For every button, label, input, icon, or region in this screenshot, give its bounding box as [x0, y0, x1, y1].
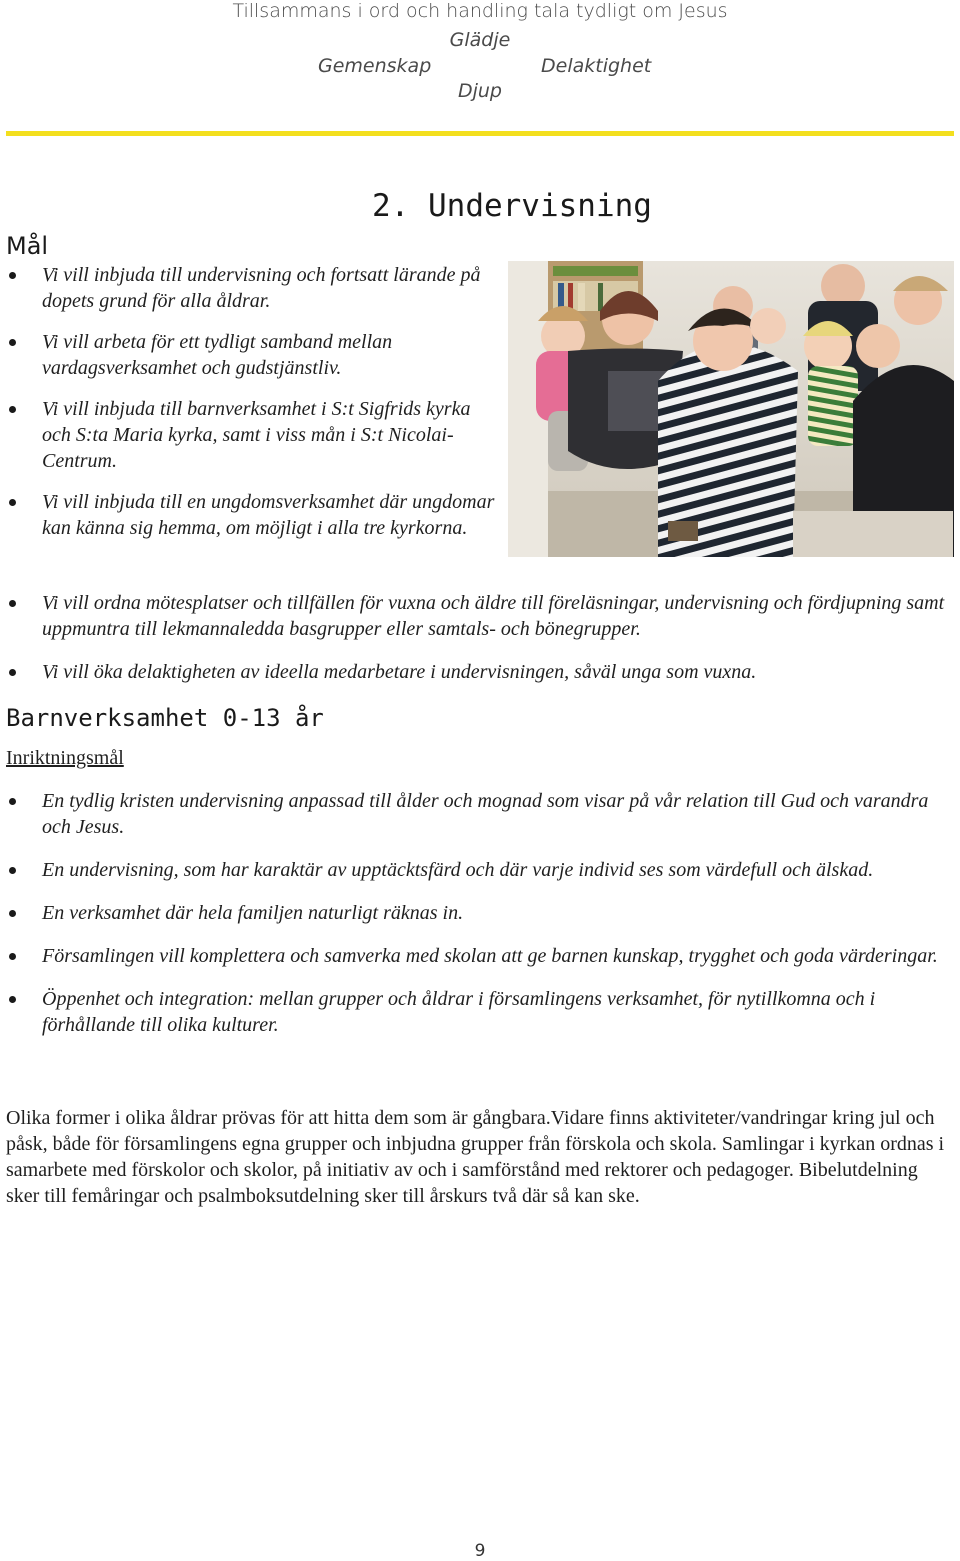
- children-section-subtitle: Inriktningsmål: [6, 747, 124, 769]
- list-item-text: Vi vill arbeta för ett tydligt samband mellan vardagsverksamhet och gudstjänstliv.: [42, 331, 393, 379]
- page-number: 9: [474, 1541, 486, 1561]
- list-item-text: Vi vill öka delaktigheten av ideella medarbetare i undervisningen, såväl unga som vuxna.: [42, 661, 757, 683]
- list-item-text: En verksamhet där hela familjen naturligt räknas in.: [42, 902, 464, 924]
- list-item: [6, 986, 954, 1038]
- list-item-text: Vi vill inbjuda till undervisning och fortsatt lärande på dopets grund för alla åldrar.: [42, 264, 481, 312]
- list-item: [6, 659, 954, 685]
- bullet-icon: [9, 910, 16, 917]
- bullet-icon: [9, 996, 16, 1003]
- bullet-icon: [9, 798, 16, 805]
- children-goals-list: [6, 788, 954, 1055]
- list-item-text: Vi vill inbjuda till en ungdomsverksamhet där ungdomar kan känna sig hemma, om möjligt i alla tre kyrkorna.: [42, 491, 495, 539]
- list-item-text: Vi vill inbjuda till barnverksamhet i S:t Sigfrids kyrka och S:ta Maria kyrka, samt i viss mån i S:t Nicolai- Centrum.: [42, 398, 471, 472]
- bullet-icon: [9, 600, 16, 607]
- list-item: [6, 489, 496, 541]
- list-item-text: Öppenhet och integration: mellan grupper och åldrar i församlingens verksamhet, för nytillkomna och i förhållande till olika kulturer.: [42, 988, 876, 1036]
- list-item-text: Församlingen vill komplettera och samverka med skolan att ge barnen kunskap, trygghet och goda värderingar.: [42, 945, 938, 967]
- header-value-gladje: [0, 29, 960, 51]
- list-item: [6, 262, 496, 314]
- header-motto-text: Tillsammans i ord och handling tala tydligt om Jesus: [232, 0, 728, 22]
- children-section-title: Barnverksamhet 0-13 år: [6, 704, 324, 732]
- group-photo: [508, 261, 954, 557]
- header-value-gladje-text: Glädje: [449, 29, 511, 51]
- list-item-text: Vi vill ordna mötesplatser och tillfällen för vuxna och äldre till föreläsningar, undervisning och fördjupning samt uppmuntra till lekmannaledda basgrupper eller samtals- och bönegrupper.: [42, 592, 945, 640]
- bullet-icon: [9, 272, 16, 279]
- children-paragraph: Olika former i olika åldrar prövas för att hitta dem som är gångbara.Vidare finns aktiviteter/vandringar kring jul och påsk, både för församlingens egna grupper och inbjudna grupper från förskola och skola. Samlingar i kyrkan ordnas i samarbete med förskolor och skolor, på initiativ av och i samförstånd med rektorer och pedagoger. Bibelutdelning sker till femåringar och psalmboksutdelning sker till årskurs två där så kan ske.: [6, 1107, 945, 1207]
- header-divider: [6, 131, 954, 136]
- header-value-gemenskap: Gemenskap: [318, 55, 432, 77]
- list-item: [6, 900, 954, 926]
- list-item: [6, 857, 954, 883]
- header-value-delaktighet: Delaktighet: [541, 55, 652, 77]
- goals-heading: Mål: [6, 232, 49, 260]
- list-item: [6, 943, 954, 969]
- list-item: [6, 396, 496, 474]
- bullet-icon: [9, 339, 16, 346]
- bullet-icon: [9, 867, 16, 874]
- bullet-icon: [9, 406, 16, 413]
- bullet-icon: [9, 499, 16, 506]
- list-item: [6, 788, 954, 840]
- header-value-djup: [0, 80, 960, 102]
- bullet-icon: [9, 953, 16, 960]
- bullet-icon: [9, 669, 16, 676]
- list-item-text: En undervisning, som har karaktär av upptäcktsfärd och där varje individ ses som värdefull och älskad.: [42, 859, 874, 881]
- group-photo-illustration: [508, 261, 954, 557]
- header-value-djup-text: Djup: [457, 80, 502, 102]
- list-item-text: En tydlig kristen undervisning anpassad till ålder och mognad som visar på vår relation till Gud och varandra och Jesus.: [42, 790, 929, 838]
- list-item: [6, 590, 954, 642]
- goals-list-wide: [6, 590, 954, 702]
- goals-list-narrow: [6, 262, 496, 556]
- header-motto: [0, 0, 960, 22]
- section-title: 2. Undervisning: [372, 188, 652, 224]
- list-item: [6, 329, 496, 381]
